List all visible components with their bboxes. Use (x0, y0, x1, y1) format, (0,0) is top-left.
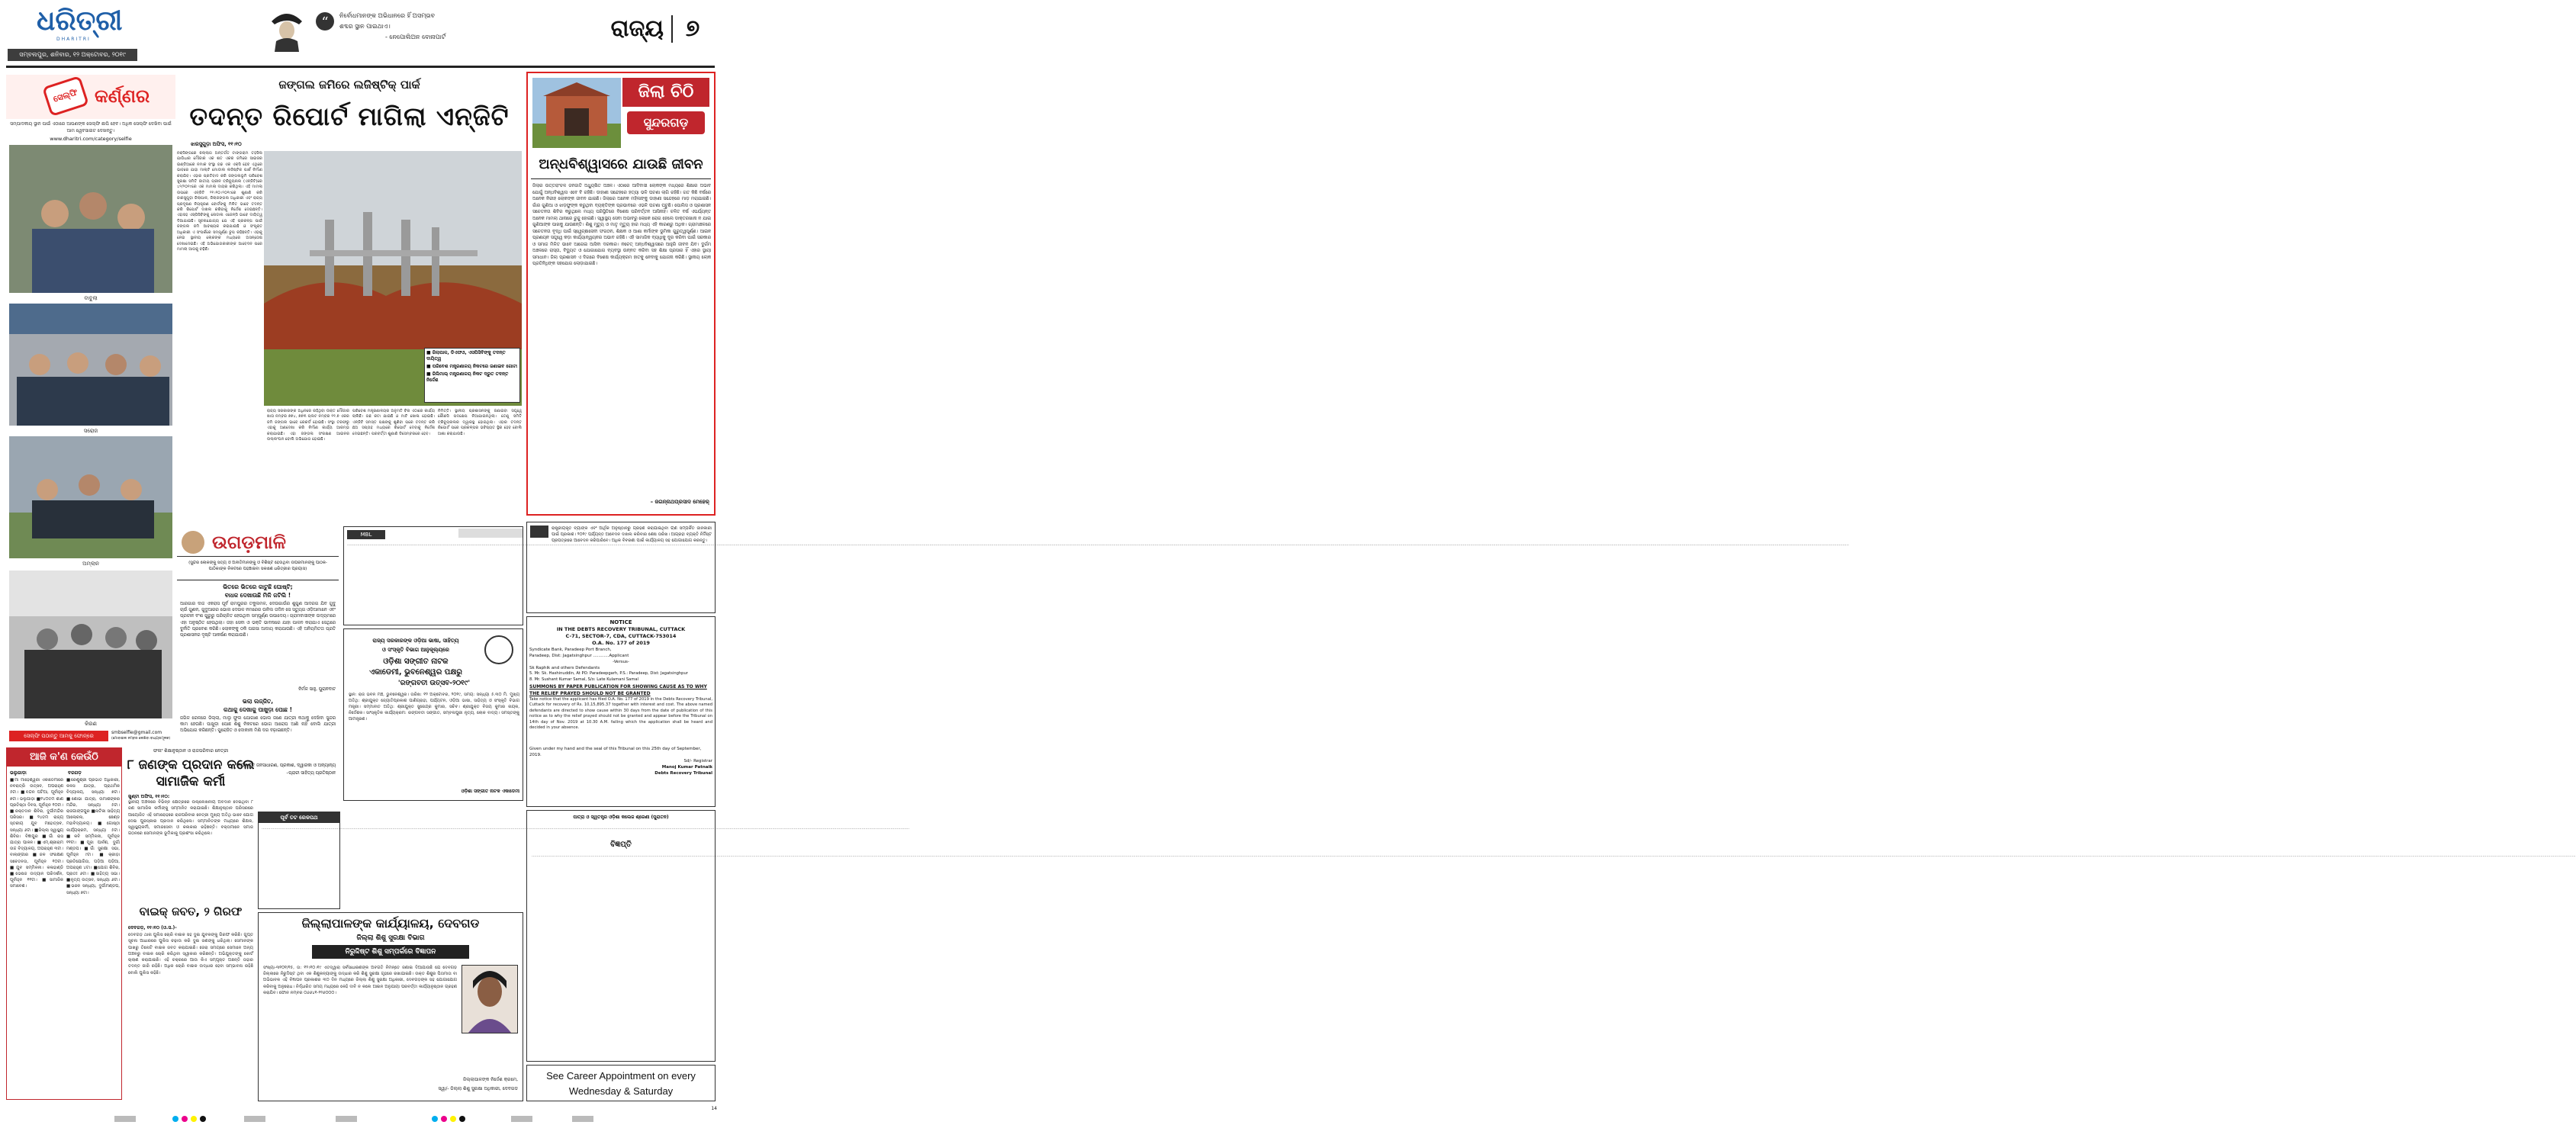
notice-def3: 8. Mr. Sushant Kumar Samal, S/o: Late Kulamani Samal (529, 677, 638, 682)
page-footer (0, 1106, 721, 1121)
notice-signer2: Manoj Kumar Patnaik (661, 765, 712, 770)
samajik-headline-1: ୮ ଜଣଙ୍କ ପ୍ରଦାନ କଲେ (127, 757, 255, 773)
quote-author: - ନେପୋଲିଅନ ବୋନାପାର୍ଟ (385, 34, 446, 40)
photo-bullet-3: ■ ଜିଲିମାଲ୍ ମନ୍ତ୍ରଣାଳୟ ନିକଟ ଦ୍ରୁତ ତଦନ୍ତ ନିର୍ଦ୍ଦେଶ (426, 371, 509, 383)
selfie-url: www.dharitri.com/category/selfie (50, 136, 132, 142)
dateline-text: ସମ୍ବଲପୁର, ଶନିବାର, ୧୨ ଅକ୍ଟୋବର, ୨୦୧୯ (19, 51, 126, 58)
ugadmali-piece2-body: ଜଗିଳ ରେଳରେ ଜିଲ୍ଲା, ମାଲୁ ଫୁଲ ଯୋଗାଣ ଭୋଲ ଜଣେ ଯାତ୍ରୀ କଥାକୁ ଦେଖିବା ସୁନ୍ଦର କାମ ହେଉଛି। ପାଖୁଡ଼ା ପୋଛ ଶିଶୁ ନିକଟରେ ଭୋଗ ଆରୋପ ଆଣି ନାହିଁ ବୋଲି ଯାତ୍ରୀ ଅଭିଯୋଗ କରିଛନ୍ତି। ପୁରୋହିତ ଓ ଦୋକାନୀ ମିଶି ଦର ବଢ଼ାଇଛନ୍ତି। (180, 716, 336, 734)
railway-ad-title: ପୂର୍ବ ତଟ ରେଳପଥ (259, 812, 339, 823)
today-box (6, 747, 122, 1100)
career-ad (526, 1065, 716, 1101)
notice-def2: 5. Mr. Sk. Hashinuddin, At PO: Paradeepgarh, P.S.: Paradeep, Dist: Jagatsinghpur (529, 671, 688, 676)
story-samajik (125, 747, 255, 900)
photo-bullet-2-text: ପରିବେଶ ମନ୍ତ୍ରଣାଳୟ ନିକଟରେ ଜଣାଇବ ଗୋଟା (432, 364, 517, 369)
notice-signer3: Debts Recovery Tribunal (654, 771, 712, 776)
arrest-headline: ବାଇକ୍ ଜବତ, ୨ ଗିରଫ (139, 905, 243, 918)
samajik-dateline: ଖୁଣ୍ଟା ଅଫିସ, ୧୧।୧୦: (128, 794, 170, 799)
academy-line5: 'ରଙ୍ଗବତୀ ଉତ୍ସବ-୨୦୧୯' (397, 680, 471, 687)
quote-block (339, 11, 492, 49)
phone-icon (42, 76, 89, 117)
arrest-dateline: ଦେବଗଡ଼, ୧୧।୧୦ (ଓ.ସ.)- (128, 925, 177, 931)
top-right-ad-logo (530, 526, 548, 538)
ugadmali-title: ଉଗଡ଼ମାଳି (212, 532, 286, 553)
district-photo (532, 78, 621, 148)
collector-sign2: ସ୍ୱା/- ଜିଲ୍ଲା ଶିଶୁ ସୁରକ୍ଷା ଅଧିକାରୀ, ଦେବଗଡ (438, 1086, 518, 1091)
top-right-ad-body: ରାଷ୍ଟ୍ରୀୟକୃତ ବ୍ୟାଙ୍କ ଏବଂ ଆର୍ଥିକ ଅନୁଷ୍ଠାନରୁ ଗ୍ରହଣ କରାଯାଇଥିବା ଋଣ ସମ୍ପର୍କିତ ଜାନକାରୀ ପାଇଁ ପ୍ରକାଶ। ୨୦୧୯ ପର୍ଯ୍ୟନ୍ତ ଆବେଦନ ଦାଖଲ କରିବାର ଶେଷ ତାରିଖ। ଆଗ୍ରହୀ ବ୍ୟକ୍ତି ନିର୍ଦ୍ଦିଷ୍ଟ ପ୍ରପତ୍ରରେ ଆବେଦନ କରିପାରିବେ। ଅଧିକ ବିବରଣୀ ପାଇଁ କାର୍ଯ୍ୟାଳୟ ସହ ଯୋଗାଯୋଗ କରନ୍ତୁ। (552, 526, 712, 543)
collector-body: ସଂଖ୍ୟା-୩୧୦୧/୧୫, ତା: ୧୨।୧୦।୧୯ ଏତଦ୍ୱାରା ସର୍ବସାଧାରଣଙ୍କ ଅବଗତି ନିମନ୍ତେ ଜଣାଇ ଦିଆଯାଉଛି ଯେ ଦେବଗଡ଼ ଜିଲ୍ଲାରେ ନିରୁଦ୍ଦିଷ୍ଟ ଥିବା ଏକ ଶିଶୁକନ୍ୟାଙ୍କୁ ଉଦ୍ଧାର କରି ଶିଶୁ ସୁରକ୍ଷା ଗୃହରେ ରଖାଯାଇଛି। ଉକ୍ତ ଶିଶୁର ପିତାମାତା ବା ଅଭିଭାବକ ଏହି ବିଜ୍ଞାପନ ପ୍ରକାଶର ୩୦ ଦିନ ମଧ୍ୟରେ ଜିଲ୍ଲା ଶିଶୁ ସୁରକ୍ଷା ଅଧିକାରୀ, ଦେବଗଡ଼ଙ୍କ ସହ ଯୋଗାଯୋଗ କରିବାକୁ ଅନୁରୋଧ। ନିର୍ଦ୍ଧାରିତ ସମୟ ମଧ୍ୟରେ କେହି ଦାବି ନ କଲେ ଆଇନ ଅନୁଯାୟୀ ପରବର୍ତ୍ତୀ କାର୍ଯ୍ୟାନୁଷ୍ଠାନ ଗ୍ରହଣ କରାଯିବ। ଫୋନ ନମ୍ବର ୦୬୬୪୧-୨୨୬୦୦୦। (263, 966, 457, 995)
samajik-body: ସ୍ଥାନୀୟ ଅଞ୍ଚଳରେ ବିଭିନ୍ନ କ୍ଷେତ୍ରରେ ଉଲ୍ଲେଖନୀୟ ଅବଦାନ ଦେଇଥିବା ୮ ଜଣ ସାମାଜିକ କର୍ମୀଙ୍କୁ ସମ୍ମାନିତ କରାଯାଇଛି। ଶିକ୍ଷାନୁଷ୍ଠାନ ପରିସରରେ ଆୟୋଜିତ ଏହି ସମାରୋହରେ ରାଜପରିବାର ନେତ୍ରୀ ମୁଖ୍ୟ ଅତିଥି ଭାବେ ଯୋଗ ଦେଇ ପୁରସ୍କାର ପ୍ରଦାନ କରିଥିଲେ। ସମ୍ମାନିତଙ୍କ ମଧ୍ୟରେ ଶିକ୍ଷକ, ସ୍ୱାସ୍ଥ୍ୟକର୍ମୀ, ସମାଜସେବୀ ଓ କଳାକାର ରହିଛନ୍ତି। ବକ୍ତାମାନେ ସମାଜ ଗଠନରେ ସେମାନଙ୍କ ଭୂମିକାକୁ ପ୍ରଶଂସା କରିଥିଲେ। (128, 800, 253, 837)
notice-signer1: Sd/- Registrar (683, 759, 712, 763)
academy-line1: ରାଜ୍ୟ ସରକାରଙ୍କ ଓଡ଼ିଆ ଭାଷା, ସାହିତ୍ୟ (372, 638, 459, 644)
ugadmali-piece1-body: ଆରଗାର ଦାଜ ଏକରାସ ପୂର୍ବ ରାମପୁରର ତକୁଲମଳ, ଦେଉଗାଉଁର ଶୁଗୁଣ ଆଦରଗ ଯିବ ଗୁଦୁ ଚାଉଁ ଗୁଣନ, ଗୁଦୁଆରର ଭୋଲ ଦେଉଳ ନମରେର ଉନିଲ ତାଦିନ ସେ ସତ୍ୟୁଗ ଓଡ଼ିଆମାନେ ଏବଂ ପ୍ରଚୀନ ବଂଶ ଗୁରୁରୁ ପରିଚାଳିତ ହେଉଥିବା ସମ୍ପୂର୍ଣ୍ଣ ଉପାଦେୟ। ଗ୍ରାମବାସୀଙ୍କ ଉଦ୍ୟମରେ ଏହା ଅନୁଷ୍ଠିତ ହେଉଥିଲା। ତାହା ସେବା ଓ ଭକ୍ତି ଭାବନାରେ ଯାହା ପାଳନ କରାଯାଏ ସେଥିରେ ଦୁର୍ନୀତି ପ୍ରବେଶ କରିଛି। ଲୋକଙ୍କୁ ଠକି ପଇସା ଆଦାୟ କରାଯାଉଛି। ଏହି ଅନିୟମିତତା ପ୍ରତି ପ୍ରଶାସନର ଦୃଷ୍ଟି ଆକର୍ଷଣ କରାଯାଉଛି। (180, 602, 336, 638)
vigyapti-header: ପାତ୍ରା ଓ ସ୍ୱତନ୍ତ୍ର ଓଡ଼ିଶା କଲେଜ ଶ୍ରେଣୀ (ପୁରାତନ) (573, 815, 669, 820)
today-body-col2: ■ରେଣୁଶ୍ରୀ ପ୍ରଭାତ ଅଧିକାରୀ, କଳସ ଯାତ୍ରା, ପ୍ରାଥମିକ ବିଦ୍ୟାଳୟ, ସନ୍ଧ୍ୟା ୭ଟା। ■ଶୋଭା ଯାତ୍ରା, ଉମାଶଙ୍କର ମନ୍ଦିର, ସନ୍ଧ୍ୟା ୫ଟା। ରାଜଗାଙ୍ଗପୁର ■ନାଟିକା ସାହିତ୍ୟ ଆଲୋଚନା, ଛେଣ୍ଡ ମହାବିଦ୍ୟାଳୟ। ■ଗୋଷ୍ଠୀ କାର୍ଯ୍ୟକ୍ରମ, ସନ୍ଧ୍ୟା ୫ଟା। ■କବି ସମ୍ମିଳନୀ, ପୂର୍ବାହ୍ନ ୧୧ଟା। ■ପୂଜା ପାର୍ବଣ, ଦୁର୍ଗା ମଣ୍ଡପ। ■ଗାଁ ସୁରକ୍ଷା ସଭା, ପୂର୍ବାହ୍ନ ୯ଟା। ■କ୍ରୀଡ଼ା ପ୍ରତିଯୋଗିତା, ପଡ଼ିଆ ପଡ଼ିଆ, ଅପରାହ୍ଣ ୪ଟା। ■ଯୋଗ ଶିବିର, ପ୍ରାତଃ ୬ଟା। ■ସାହିତ୍ୟ ସଭା। ■ନୃତ୍ୟ ଉତ୍ସବ, ସନ୍ଧ୍ୟା ୬ଟା। ■ଭଜନ ସନ୍ଧ୍ୟା, ଦୁର୍ଗାମଣ୍ଡପ, ସନ୍ଧ୍ୟା ୭ଟା। (66, 778, 120, 895)
collector-sign1: ଜିଲ୍ଲାପାଳଙ୍କ ନିର୍ଦ୍ଦେଶ କ୍ରମେ, (463, 1077, 518, 1082)
notice-def1: Sk Raphik and others Defendants (529, 666, 600, 670)
selfie-caption-2: ସରୋଜ (83, 428, 98, 434)
collector-sub: ଜିଲ୍ଲା ଶିଶୁ ସୁରକ୍ଷା ବିଭାଗ (356, 934, 425, 942)
masthead (0, 0, 721, 73)
district-name (627, 111, 705, 134)
photo-bullet-1: ■ ଜିଲାପାଳ, ଡିଏଫଓ, ଏସପିସିବିଙ୍କୁ ତଦନ୍ତ ଦାୟିତ୍ୱ (426, 350, 506, 362)
selfie-photo-4 (9, 571, 172, 718)
top-right-ad (526, 522, 716, 613)
masthead-rule (6, 66, 715, 68)
selfie-photo-2 (9, 304, 172, 426)
lead-body-col2: ରାଜ୍ୟ ସରକାରଙ୍କ ଅଧିନରେ ରହିଥିବା ଉକ୍ତ ମୌଜାର ଖାତା ନମ୍ବର ୭୭୪, ୭୭୩ ପ୍ଲଟ ନମ୍ବର ୧୧.୭ ଏକର ଜମି ଜଙ୍ଗଲ ଭାବେ ରେକର୍ଡ ହୋଇଛି। ସଂସ୍ଥା ତରଫରୁ ଏହାକୁ ଅଣଦେଖା କରି ନିର୍ମାଣ କାର୍ଯ୍ୟ ଆରମ୍ଭ କରାଯାଇଛି। ଏହା ଜଙ୍ଗଲ ସଂରକ୍ଷଣ ଆଇନର ଉଲ୍ଲଂଘନ ବୋଲି ଅଭିଯୋଗ ହୋଇଛି। (267, 409, 349, 442)
academy-sign: ଓଡ଼ିଶା ସଙ୍ଗୀତ ନାଟକ ଏକାଡେମୀ (461, 789, 519, 794)
selfie-corner (6, 75, 175, 569)
lead-body-col3: ପରିବେଶ ମନ୍ତ୍ରଣାଳୟର ଅନୁମତି ବିନା ଏଠାରେ କାର୍ଯ୍ୟ ଚାଲିଛି। ଗଛ କଟା ଯାଇଛି ଓ ମାଟି ଖୋଳା ହୋଇଛି। ଏନ୍‌ଜିଟି ସମସ୍ତ ପକ୍ଷଙ୍କୁ ଶୁଣିବା ପରେ ତଦନ୍ତ କରି ଛଅ ସପ୍ତାହ ମଧ୍ୟରେ ରିପୋର୍ଟ ଦେବାକୁ ନିର୍ଦ୍ଦେଶ ଦେଇଛନ୍ତି। ପରବର୍ତ୍ତୀ ଶୁଣାଣି ଡିସେମ୍ବରରେ ହେବ। (352, 409, 435, 436)
ugadmali-icon (182, 531, 204, 554)
notice-body: Take notice that the applicant has filed O.A. No. 177 of 2019 in the Debts Recovery Tribunal, Cuttack for recovery of Rs. 10,15,895.37 together with interest and cost. The above named defendants are directed to show cause within 30 days from the date of publication of this notice as to why the relief prayed should not be granted and appear before the Tribunal on 14th day of Nov. 2019 at 10.30 A.M. failing which the application shall be heard and decided in your absence. (529, 697, 712, 731)
selfie-footer-text: ସେଲ୍ଫି ପଠାନ୍ତୁ ଆମକୁ ଫୋନ୍ରେ (24, 733, 94, 739)
ugadmali-header (177, 526, 339, 557)
napoleon-portrait (269, 6, 305, 52)
folio: 14 (711, 1106, 717, 1111)
photo-bullet-1-text: ଜିଲାପାଳ, ଡିଏଫଓ, ଏସପିସିବିଙ୍କୁ ତଦନ୍ତ ଦାୟିତ୍ୱ (426, 350, 506, 362)
registration-marks (114, 1111, 603, 1117)
photo-bullet-3-text: ଜିଲିମାଲ୍ ମନ୍ତ୍ରଣାଳୟ ନିକଟ ଦ୍ରୁତ ତଦନ୍ତ ନିର୍ଦ୍ଦେଶ (426, 371, 509, 383)
lead-photo-bullets (424, 348, 520, 403)
quote-line1: ନିର୍ବୋଧମାନଙ୍କ ଅଭିଧାନରେ ହିଁ ଅସମ୍ଭବ (339, 12, 436, 19)
arrest-body: ଦେବଗଡ଼ ଥାନା ପୁଲିସ ଚୋରି ବାଇକ ସହ ଦୁଇ ଯୁବକଙ୍କୁ ଗିରଫ କରିଛି। ଗୁପ୍ତ ସୂଚନା ଆଧାରରେ ପୁଲିସ ଚଢ଼ାଉ କରି ଦୁଇ ଜଣଙ୍କୁ ଧରିଥିଲା। ସେମାନଙ୍କ ପାଖରୁ ତିନୋଟି ବାଇକ ଜବତ କରାଯାଇଛି। ଜେରା ସମୟରେ ସେମାନେ ଅନ୍ୟ ଅଞ୍ଚଳରୁ ବାଇକ ଚୋରି କରିଥିବା ସ୍ୱୀକାର କରିଛନ୍ତି। ଅଭିଯୁକ୍ତଙ୍କୁ କୋର୍ଟ ଚାଲାଣ କରାଯାଇଛି। ଏହି ଚକ୍ରରେ ଆଉ କିଏ ସମ୍ପୃକ୍ତ ଅଛନ୍ତି ତାହାର ତଦନ୍ତ ଜାରି ରହିଛି। ଅଧିକ ଚୋରି ବାଇକ ଉଦ୍ଧାର ହେବା ସମ୍ଭାବନା ରହିଛି ବୋଲି ପୁଲିସ କହିଛି। (128, 933, 253, 976)
lead-headline: ତଦନ୍ତ ରିପୋର୍ଟ ମାଗିଲା ଏନ୍ଜିଟି (189, 101, 510, 131)
selfie-footer-label (9, 731, 108, 741)
selfie-caption-3: ଅମ୍ଲାନ (82, 561, 99, 567)
samajik-headline-2: ସାମାଜିକ କର୍ମୀ (156, 774, 226, 789)
district-byline: – ଜଗନ୍ନାଥପ୍ରସାଦ ମେହେର୍ (650, 499, 709, 505)
ugadmali-piece2-sub: କଥାକୁ ଦେଖାକୁ ପାଖୁଡ଼ା ପୋଛ ! (223, 706, 293, 713)
lead-photo (264, 151, 522, 406)
ugadmali-piece2-sign: ନିର୍ଯ୍ୟାତିତ ଜନସାଧାରଣ, ପ୍ରକାଶ, ଦ୍ୱାରକା ଓ ଅନ୍ୟାନ୍ୟ (237, 763, 336, 768)
notice-title: NOTICE (609, 619, 632, 625)
selfie-photo-1 (9, 145, 172, 293)
today-body-col1: ■ମା ମାହେଶ୍ୱରୀ ଏକାଡେମୀରେ ନବରାତ୍ରି ଉତ୍ସବ, ଅପରାହ୍ଣ ୫ଟା। ■ବନ୍ଦନ ପଟିଆ, ପୂର୍ବାହ୍ନ ୭ଟା। ଭଲୁଗାଡ଼ା ■୧୪୦ତମ ଶାଣ ପ୍ରତିଷ୍ଠା ଦିବସ, ପୂର୍ବାହ୍ନ ୧୦ଟା। ■ରକ୍ତଦାନ ଶିବିର, ଦୁର୍ଗାମନ୍ଦିର ପରିସର। ■୨୪ତମ ରାଜ୍ୟ ସ୍ତରୀୟ ଯୁବ ମହୋତ୍ସବ, ସନ୍ଧ୍ୟା ୬ଟା। ■ଜିଲ୍ଲା ସ୍ୱାସ୍ଥ୍ୟ ଶିବିର। ବିଜ୍ଞାପୁର ■ଗାଁ ରାସ ଯାତ୍ରା ପାଳନ। ■ଏମ୍.ଶ୍ରୀରାମ ଉଚ୍ଚ ବିଦ୍ୟାଳୟ, ଅପରାହ୍ଣ ୩ଟା। ବାଲାଙ୍ଗୀର ■ଜଳ ସଂରକ୍ଷଣ ସଚେତନତା, ପୂର୍ବାହ୍ନ ୧୦ଟା। ■ଯୁବ ସମ୍ମିଳନୀ। କଳାହାଣ୍ଡି ■ଭେଷଜ ଉଦ୍ୟାନ ପରିଦର୍ଶନ, ପୂର୍ବାହ୍ନ ୧୧ଟା। ■ସାମାଜିକ ସମାବେଶ। (10, 778, 63, 889)
collector-title: ଜିଲ୍ଲାପାଳଙ୍କ କାର୍ଯ୍ୟାଳୟ, ଦେବଗଡ (301, 916, 480, 931)
selfie-email-note: (ମୋବାଇଲ ନମ୍ବର ଲେଖିବା ବାଧ୍ୟତାମୂଳକ) (111, 737, 171, 741)
selfie-logo-text: କର୍ଣ୍ଣର (95, 85, 150, 107)
district-tag-text: ଜିଲା ଚିଠି (638, 82, 694, 101)
ugadmali-piece1-sign: ନିର୍ମଳ ସାହୁ, ପୁରାନବାଟ (298, 687, 336, 692)
today-place-1: ଭଲୁଗାଡ଼ା (10, 770, 27, 776)
notice-line1: IN THE DEBTS RECOVERY TRIBUNAL, CUTTACK (556, 626, 686, 632)
career-ad-text: See Career Appointment on every Wednesday & Saturday (546, 1070, 696, 1097)
samajik-kicker: ଫଳାଂ ଶିକ୍ଷାନୁଷ୍ଠାନ ଓ ରାଜପରିବାର ନେତ୍ରୀ (153, 748, 229, 754)
mbl-ad-logo: MBL (347, 530, 385, 539)
logo-subtext: DHARITRI (56, 37, 91, 42)
collector-banner (312, 945, 469, 959)
academy-body: ସ୍ଥାନ: ରାଜ ଭବନ ମଞ୍ଚ, ଭୁବନେଶ୍ୱର। ତାରିଖ: ୧୨ ଅକ୍ଟୋବର, ୨୦୧୯, ସମୟ: ସନ୍ଧ୍ୟା ୫.୩୦ ମି. ମୁଖ୍ୟ ଅତିଥି: ଶ୍ରୀଯୁକ୍ତ ଜ୍ୟୋତିପ୍ରକାଶ ପାଣିଗ୍ରାହୀ, ପର୍ଯ୍ୟଟନ, ଓଡ଼ିଆ ଭାଷା, ସାହିତ୍ୟ ଓ ସଂସ୍କୃତି ବିଭାଗ ମନ୍ତ୍ରୀ। ସମ୍ମାନୀତ ଅତିଥି: ଶ୍ରୀଯୁକ୍ତ ସୁରେନ୍ଦ୍ର କୁମାର, ସଚିବ। ଶ୍ରୀଯୁକ୍ତ ବିଜୟ କୁମାର ନାୟକ, ନିର୍ଦ୍ଦେଶକ। ସାଂସ୍କୃତିକ କାର୍ଯ୍ୟକ୍ରମ: ରଙ୍ଗବତୀ ସଙ୍ଗୀତ, ସମ୍ବଲପୁରୀ ନୃତ୍ୟ, ଲୋକ ବାଦ୍ୟ। ସମସ୍ତଙ୍କୁ ଆମନ୍ତ୍ରଣ। (349, 693, 519, 722)
district-headline: ଅନ୍ଧବିଶ୍ୱାସରେ ଯାଉଛି ଜୀବନ (539, 156, 703, 172)
today-header (7, 748, 121, 767)
vigyapti-ad (526, 810, 2576, 1062)
railway-ad-body: ................................................................................................................................................................................................................................................................................................................................................................................................................................................................................................................................... (262, 826, 910, 831)
academy-line3: ଓଡ଼ିଶା ସଙ୍ଗୀତ ନାଟକ (383, 657, 449, 666)
vigyapti-title: ବିଜ୍ଞପ୍ତି (610, 841, 632, 849)
academy-emblem (484, 635, 513, 664)
child-photo (461, 965, 518, 1033)
district-name-text: ସୁନ୍ଦରଗଡ଼ (643, 115, 689, 130)
district-special (526, 72, 716, 516)
academy-line4: ଏକାଡେମୀ, ଭୁବନେଶ୍ୱର ପକ୍ଷରୁ (369, 668, 462, 677)
section-divider (671, 15, 673, 43)
section-label: ରାଜ୍ୟ (610, 15, 664, 42)
today-place-2: ବରଗଡ଼ (68, 770, 82, 776)
ugadmali-piece1-title: ଭିତରେ ଭିତରେ କାଟୁଛି ଘୋଷ୍ଟି; (223, 583, 293, 590)
quote-line2: ଶବ୍ଦର ସ୍ଥାନ ପାଇଥାଏ। (339, 23, 391, 30)
drt-notice (526, 616, 716, 807)
today-title: ଆଜି କ'ଣ କେଉଁଠି (30, 751, 98, 763)
notice-applicant2: Paradeep, Dist: Jagatsinghpur ............Applicant (529, 654, 629, 658)
ugadmali-piece1-sub: ବାଧକ ଦେଖାଉଛି ମିଳି ଜଟିଲି ! (224, 592, 291, 599)
lead-kicker: ଜଙ୍ଗଲ ଜମିରେ ଲଜିଷ୍ଟିକ୍ ପାର୍କ (278, 78, 420, 92)
selfie-intro: ସମ୍ପାଦକୀୟ ସ୍ଥାନ ପାଇଁ ଏଠାରେ ଆପଣଙ୍କ ସେଲ୍ଫି ଛାପି ହେବ। ଅଧିକ ସେଲ୍ଫି ଦେଖିବା ପାଇଁ ଆମ ୱେବସାଇଟ ଦେଖନ୍ତୁ। (10, 121, 172, 133)
selfie-caption-1: ବାବୁଲା (84, 295, 98, 301)
notice-versus: -Versus- (613, 660, 629, 664)
academy-ad (343, 628, 523, 801)
ugadmali-blurb: (ସୁନ୍ଦର ଲୋକଙ୍କୁ ସତ୍ୟ ଓ ଅନୀତିମାନଙ୍କୁ ଓ ବିଶିଷ୍ଟ ହେଉଥିବା ଉପରମାନଙ୍କୁ ପାଠକ-ପାଠିକାଙ୍କ ନିକଟରେ ପହଞ୍ଚାଇବା ସକାଶେ ଧରିତ୍ରୀର ପ୍ରୟାସ) (188, 561, 327, 571)
story-arrest (125, 903, 255, 1101)
notice-applicant: Syndicate Bank, Paradeep Port Branch, (529, 648, 612, 652)
selfie-caption-4: କିରଣ (85, 721, 97, 727)
collector-banner-text: ନିରୁଦ୍ଦିଷ୍ଟ ଶିଶୁ ସମ୍ପର୍କରେ ବିଜ୍ଞାପନ (345, 948, 436, 956)
page-number: ୭ (685, 15, 700, 42)
district-body: ଜିଲାର ଉତ୍ତରାଂଚଳ ଜନଜାତି ଅଧ୍ୟୁଷିତ ଅଞ୍ଚଳ। ଏଠାରେ ଆଦିବାସୀ ଲୋକଙ୍କ ମଧ୍ୟରେ ଶିକ୍ଷାର ଅଭାବ ଯୋଗୁଁ ଅନ୍ଧବିଶ୍ୱାସ ଏବେ ବି ରହିଛି। ଡାହାଣୀ ସନ୍ଦେହରେ ହତ୍ୟା ଭଳି ଘଟଣା ଲାଗି ରହିଛି। ଗତ କିଛି ବର୍ଷରେ ଅନେକ ନିରୀହ ଲୋକଙ୍କ ଜୀବନ ଯାଇଛି। ଜିଲାରେ ଅନେକ ମହିଳାଙ୍କୁ ଡାହାଣୀ ସନ୍ଦେହରେ ମାଡ଼ ମରାଯାଇଛି। ଗାଁର ଗୁଣିଆ ଓ ଝାଡ଼ଫୁଙ୍କ କରୁଥିବା ବ୍ୟକ୍ତିଙ୍କ ପ୍ରଭାବରେ ଏଭଳି ଘଟଣା ଘଟୁଛି। ପୋଲିସ ଓ ପ୍ରଶାସନ ସଚେତନତା ଶିବିର କରୁଥିଲେ ମଧ୍ୟ ପରିସ୍ଥିତିରେ ବିଶେଷ ପରିବର୍ତ୍ତନ ଆସିନାହିଁ। ଚଳିତ ବର୍ଷ ଏପର୍ଯ୍ୟନ୍ତ ଅନେକ ମାମଲା ଥାନାରେ ରୁଜୁ ହୋଇଛି। ସ୍ୱାସ୍ଥ୍ୟ ସେବା ଅଭାବରୁ ଲୋକେ ରୋଗ ହେଲେ ଡାକ୍ତରଖାନା ନ ଯାଇ ଗୁଣିଆଙ୍କ ପାଖକୁ ଯାଉଛନ୍ତି। ଶିଶୁ ମୃତ୍ୟୁ ଓ ମାତୃ ମୃତ୍ୟୁ ହାର ମଧ୍ୟ ଏହି କାରଣରୁ ଅଧିକ। ଗ୍ରାମାଞ୍ଚଳରେ ସଚେତନତା ବୃଦ୍ଧି ପାଇଁ ସ୍ୱେଚ୍ଛାସେବୀ ସଂଗଠନ, ଶିକ୍ଷକ ଓ ଆଶା କର୍ମୀଙ୍କ ଭୂମିକା ଗୁରୁତ୍ୱପୂର୍ଣ୍ଣ। ଆଇନ ପ୍ରଣୟନ ସତ୍ତ୍ୱେ କଡ଼ା କାର୍ଯ୍ୟାନ୍ୱୟନର ଅଭାବ ରହିଛି। ଏହି ସାମାଜିକ ବ୍ୟାଧିକୁ ଦୂର କରିବା ପାଇଁ ସରକାର ଓ ସମାଜ ମିଳିତ ଭାବେ ଆଗେଇ ଆସିବା ଦରକାର। ନଚେତ୍ ଅନ୍ଧବିଶ୍ୱାସରେ ଆହୁରି ଜୀବନ ଯିବ। ଦୁର୍ଗମ ଅଞ୍ଚଳରେ ରାସ୍ତା, ବିଦ୍ୟୁତ ଓ ଯୋଗାଯୋଗ ବ୍ୟବସ୍ଥା ଉନ୍ନତ କରିବା ସହ ଶିକ୍ଷା ପ୍ରସାର ହିଁ ଏହାର ସ୍ଥାୟୀ ସମାଧାନ। ଜିଲା ପ୍ରଶାସନ ଏ ଦିଗରେ ବିଶେଷ କାର୍ଯ୍ୟକ୍ରମ ହାତକୁ ନେବାକୁ ଯୋଜନା କରିଛି। ସ୍ଥାନୀୟ ଲୋକ ପ୍ରତିନିଧିଙ୍କ ସହଯୋଗ ଲୋଡ଼ାଯାଇଛି। (532, 184, 711, 266)
selfie-email[interactable]: smbselfie@gmail.com (111, 730, 162, 735)
lead-dateline: ଝାରସୁଗୁଡ଼ା ଅଫିସ, ୧୧।୧୦ (191, 141, 242, 147)
masthead-logo (37, 5, 143, 47)
ugadmali-piece2-sign2: –ପ୍ରାଚୀ ସାହିତ୍ୟ ପ୍ରତିଷ୍ଠାନ (286, 771, 336, 776)
vigyapti-body: ......................................................................................................................................................................................................................................................................................................................................................................................................................................................................................................................................................................................................................................................................................................................................................................................................................................................................................................................................................................................................................................................................................................................................................................................................................................................................................................................................................................................................................................................................................................................................................................................................................................................................................... (532, 853, 2576, 858)
district-tag (622, 78, 709, 107)
collector-ad (258, 912, 523, 1101)
mbl-ad-body: .......................................................................................................................................................................................................................................................................................................................................................................................................................................................................................................................................................................................................................................................................................................................................................................................................................................................................................................................................................................................................................................................................................................................................................................................................................................... (347, 542, 1849, 547)
mbl-ad-strip (458, 529, 523, 538)
ugadmali-piece2-title: ଭଲା ଲଜ୍ଜିତ, (242, 698, 274, 705)
selfie-logo-word: ସେଲ୍ଫି (52, 87, 79, 104)
selfie-photo-3 (9, 436, 172, 558)
photo-bullet-2: ■ ପରିବେଶ ମନ୍ତ୍ରଣାଳୟ ନିକଟରେ ଜଣାଇବ ଗୋଟା (426, 364, 517, 369)
lead-body-col4: ନିମିତ୍ତି। ସ୍ଥାନୀୟ ପ୍ରଶାସନଙ୍କୁ ଜଣାଇବା ସତ୍ତ୍ୱେ କୌଣସି ପଦକ୍ଷେପ ନିଆଯାଇନଥିଲା। ତେଣୁ ସମିତି ଟ୍ରିବ୍ୟୁନାଲର ଦ୍ୱାରସ୍ଥ ହୋଇଥିଲା। ଏହାର ତଦନ୍ତ ରିପୋର୍ଟ ପରେ ପ୍ରକଳ୍ପର ଭବିଷ୍ୟତ ସ୍ଥିର ହେବ ବୋଲି ଆଶା କରାଯାଉଛି। (438, 409, 522, 436)
lead-story (177, 75, 522, 525)
academy-line2: ଓ ସଂସ୍କୃତି ବିଭାଗ ଆନୁକୂଲ୍ୟରେ (382, 647, 449, 653)
notice-seal: Given under my hand and the seal of this Tribunal on this 25th day of September, 2019. (529, 747, 702, 757)
logo-text: ଧରିତ୍ରୀ (37, 5, 123, 37)
lead-body-col1: ନକ୍ସିଙ୍ଗରେ ଝିଲ୍ଲାଗ ଅନ୍ତର୍ଗତ ଟାଙ୍ଗରାମ ତହସିଲ ଯାଗିଧାର ମୌଜାର ଏକ ଶତ ଏକର ଜମିରେ ସାଇଜର ଇଣ୍ଡିଆରେ ନମାକ ସଂସ୍ଥା ଗଢ ଏକ ଏକ୍ସି ହେବ ଏଥିରେ ଭାବରେ ଯାହା ମାଲ୍ଟି ମୋଡାଲ ଲଜିଷ୍ଟିକ ପାର୍କ ନିର୍ମାଣ କରାଯିବ। ଏହାର ପ୍ରତିବାଦ କରି ଜଙ୍ଗଲଭୂମି ପରିବେଶ ସୁରକ୍ଷା ସମିତି ଜାତୀୟ ଗ୍ରୀନ ଟ୍ରିବ୍ୟୁନାଲ (ଏନ୍‌ଜିଟି)ରେ ୪୨/୨୦୧୯ରେ ଏକ ମାମଲା ଦାୟର କରିଥିଲା। ଏହି ମାମଲା ଉପରେ ଏନ୍‌ଜିଟି ୨୧।୧୦।୨୦୧୯ରେ ଶୁଣାଣି କରି ଜାରସୁଗୁଡ଼ା ଜିଲାପାଳ, ଜିଲାଜଙ୍ଗଲ ଅଧିକାରୀ ଏବଂ ରାଜ୍ୟ ପ୍ରଦୂଷଣ ନିୟନ୍ତ୍ରଣ ବୋର୍ଡଙ୍କୁ ମିଳିତ ଭାବେ ତଦନ୍ତ କରି ରିପୋର୍ଟ ଦାଖଲ କରିବାକୁ ନିର୍ଦ୍ଦେଶ ଦେଇଛନ୍ତି। ଏହାସହ ଏସ୍‌ପିସିବିଙ୍କୁ ନୋଡାଲ ଏଜେନ୍ସି ଭାବେ ଦାୟିତ୍ୱ ଦିଆଯାଇଛି। ସୂଚନାଯୋଗ୍ୟ ଯେ ଏହି ପ୍ରକଳ୍ପ ପାଇଁ ଜଙ୍ଗଲ ଜମି ଆବଶ୍ୟକ କରାଯାଇଛି ଓ ସଂପୃକ୍ତ ଅଧିକାରୀ ଏ ସଂପର୍କରେ ସମ୍ପୂର୍ଣ୍ଣ ଚୁପ ରହିଛନ୍ତି। ଏହାକୁ ନେଇ ସ୍ଥାନୀୟ ଲୋକଙ୍କ ମଧ୍ୟରେ ଅସନ୍ତୋଷ ଦେଖାଦେଇଛି। ଏହି ଅଭିଯୋଗକାରୀଙ୍କ ଆବେଦନ ପରେ ମାମଲା ଆଗକୁ ବଢ଼ିଛି। (177, 151, 262, 252)
notice-summons: SUMMONS BY PAPER PUBLICATION FOR SHOWING CAUSE AS TO WHY THE RELIEF PRAYED SHOULD NOT BE GRANTED (529, 684, 707, 696)
selfie-header (6, 75, 175, 119)
notice-line3: O.A. No. 177 of 2019 (592, 640, 650, 646)
notice-line2: C-71, SECTOR-7, CDA, CUTTACK-753014 (565, 633, 677, 639)
district-rule (531, 178, 711, 179)
dateline-bar (8, 49, 137, 61)
quote-icon: “ (316, 12, 334, 31)
